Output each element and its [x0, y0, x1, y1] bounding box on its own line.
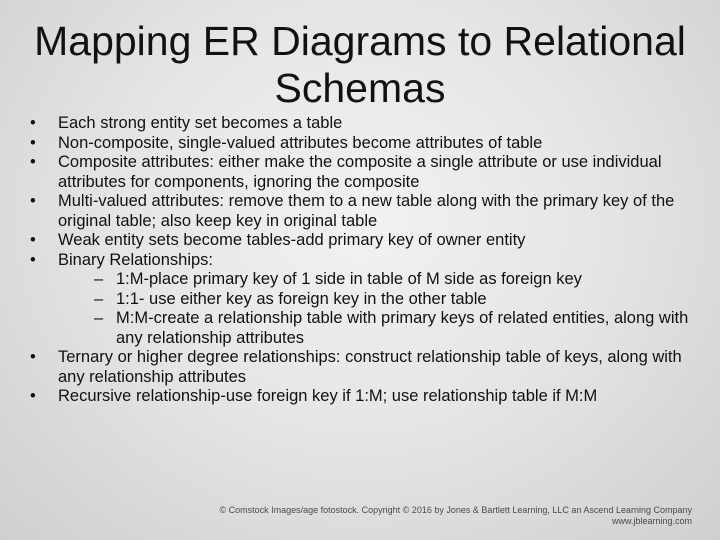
sub-bullet-item: – 1:M-place primary key of 1 side in table of M side as foreign key — [58, 270, 700, 290]
publisher-url: www.jblearning.com — [611, 516, 692, 526]
slide-title-line-2: Schemas — [274, 65, 446, 111]
bullet-item: • Weak entity sets become tables-add primary key of owner entity — [30, 231, 700, 251]
bullet-item: • Multi-valued attributes: remove them to a new table along with the primary key of the original table; also keep key in original table — [30, 192, 700, 231]
sub-bullet-item: – M:M-create a relationship table with primary keys of related entities, along with any relationship attributes — [58, 309, 700, 348]
sub-bullet-item: – 1:1- use either key as foreign key in the other table — [58, 290, 700, 310]
copyright-footer — [219, 505, 692, 527]
copyright-text: © Comstock Images/age fotostock. Copyright © 2016 by Jones & Bartlett Learning, LLC an Ascend Learning Company — [219, 505, 692, 515]
bullet-item: • Ternary or higher degree relationships: construct relationship table of keys, along with any relationship attributes — [30, 348, 700, 387]
slide-title-line-1: Mapping ER Diagrams to Relational — [34, 18, 686, 64]
bullet-list — [30, 114, 700, 407]
bullet-item-label: Binary Relationships: — [58, 250, 213, 269]
bullet-item: • Each strong entity set becomes a table — [30, 114, 700, 134]
bullet-item-binary-relationships — [30, 251, 700, 349]
slide-title — [0, 18, 720, 112]
bullet-item: • Recursive relationship-use foreign key if 1:M; use relationship table if M:M — [30, 387, 700, 407]
bullet-item: • Composite attributes: either make the composite a single attribute or use individual attributes for components, ignoring the composite — [30, 153, 700, 192]
sub-bullet-list — [58, 270, 700, 348]
bullet-item: • Non-composite, single-valued attributes become attributes of table — [30, 134, 700, 154]
